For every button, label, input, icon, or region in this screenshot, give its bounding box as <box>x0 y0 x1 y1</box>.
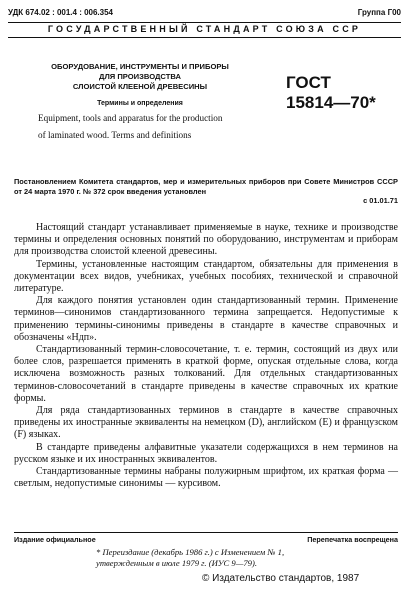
standard-banner: ГОСУДАРСТВЕННЫЙ СТАНДАРТ СОЮЗА ССР <box>8 22 401 38</box>
copyright: © Издательство стандартов, 1987 <box>202 573 360 584</box>
paragraph: Стандартизованный термин-словосочетание, т. е. термин, состоящий из двух или более слов, разрешается применять в краткой форме, опуская отдельные слова, когда исключена возможность разных толкований. Для отдельных стандартизованных терминов-словосочетаний в стандарте приведены в качестве справочных их краткие формы. <box>14 344 398 404</box>
footer-row <box>14 535 398 547</box>
gost-label: ГОСТ <box>286 73 331 92</box>
udk-code: УДК 674.02 : 001.4 : 006.354 <box>8 8 113 17</box>
title-subtitle: Термины и определения <box>97 100 183 107</box>
decree-date: с 01.01.71 <box>363 196 398 206</box>
footnote-line: утвержденным в июле 1979 г. (ИУС 9—79). <box>96 557 257 568</box>
header-top <box>8 6 401 20</box>
group-code: Группа Г00 <box>357 8 401 17</box>
official-edition-label: Издание официальное <box>14 535 96 544</box>
decree-block <box>14 177 398 206</box>
title-ru-line: ДЛЯ ПРОИЗВОДСТВА <box>99 72 181 81</box>
paragraph: Стандартизованные термины набраны полужирным шрифтом, их краткая форма — светлым, недопустимые синонимы — курсивом. <box>14 466 398 490</box>
reprint-prohibited-label: Перепечатка воспрещена <box>307 535 398 544</box>
gost-number: 15814—70* <box>286 93 376 112</box>
paragraph: Для каждого понятия установлен один стандартизованный термин. Применение терминов—синонимов стандартизованного термина запрещается. Недопустимые к применению термины-синонимы приведены в стандарте в качестве справочных и обозначены «Ндп». <box>14 295 398 343</box>
decree-text: Постановлением Комитета стандартов, мер и измерительных приборов при Совете Министров СССР от 24 марта 1970 г. № 372 срок введения установлен <box>14 177 398 196</box>
body-text <box>14 222 398 490</box>
paragraph: Для ряда стандартизованных терминов в стандарте в качестве справочных приведены их иностранные эквиваленты на немецком (D), английском (E) и французском (F) языках. <box>14 405 398 441</box>
footnote <box>96 547 396 568</box>
title-ru-line: ОБОРУДОВАНИЕ, ИНСТРУМЕНТЫ И ПРИБОРЫ <box>51 62 229 71</box>
paragraph: В стандарте приведены алфавитные указатели содержащихся в нем терминов на русском языке и их иностранных эквивалентов. <box>14 441 398 465</box>
title-ru-line: СЛОИСТОЙ КЛЕЕНОЙ ДРЕВЕСИНЫ <box>72 82 208 91</box>
gost-designation <box>286 74 396 114</box>
title-en-line: Equipment, tools and apparatus for the production <box>38 113 223 123</box>
title-block <box>20 62 260 141</box>
title-en-line: of laminated wood. Terms and definitions <box>38 130 192 140</box>
footnote-line: * Переиздание (декабрь 1986 г.) с Изменением № 1, <box>96 547 285 557</box>
paragraph: Термины, установленные настоящим стандартом, обязательны для применения в документации всех видов, учебниках, учебных пособиях, технической и справочной литературе. <box>14 258 398 295</box>
paragraph: Настоящий стандарт устанавливает применяемые в науке, технике и производстве термины и определения основных понятий по оборудованию, инструментам и приборам для производства слоистой клееной древесины. <box>14 222 398 258</box>
footer-divider <box>14 532 398 533</box>
